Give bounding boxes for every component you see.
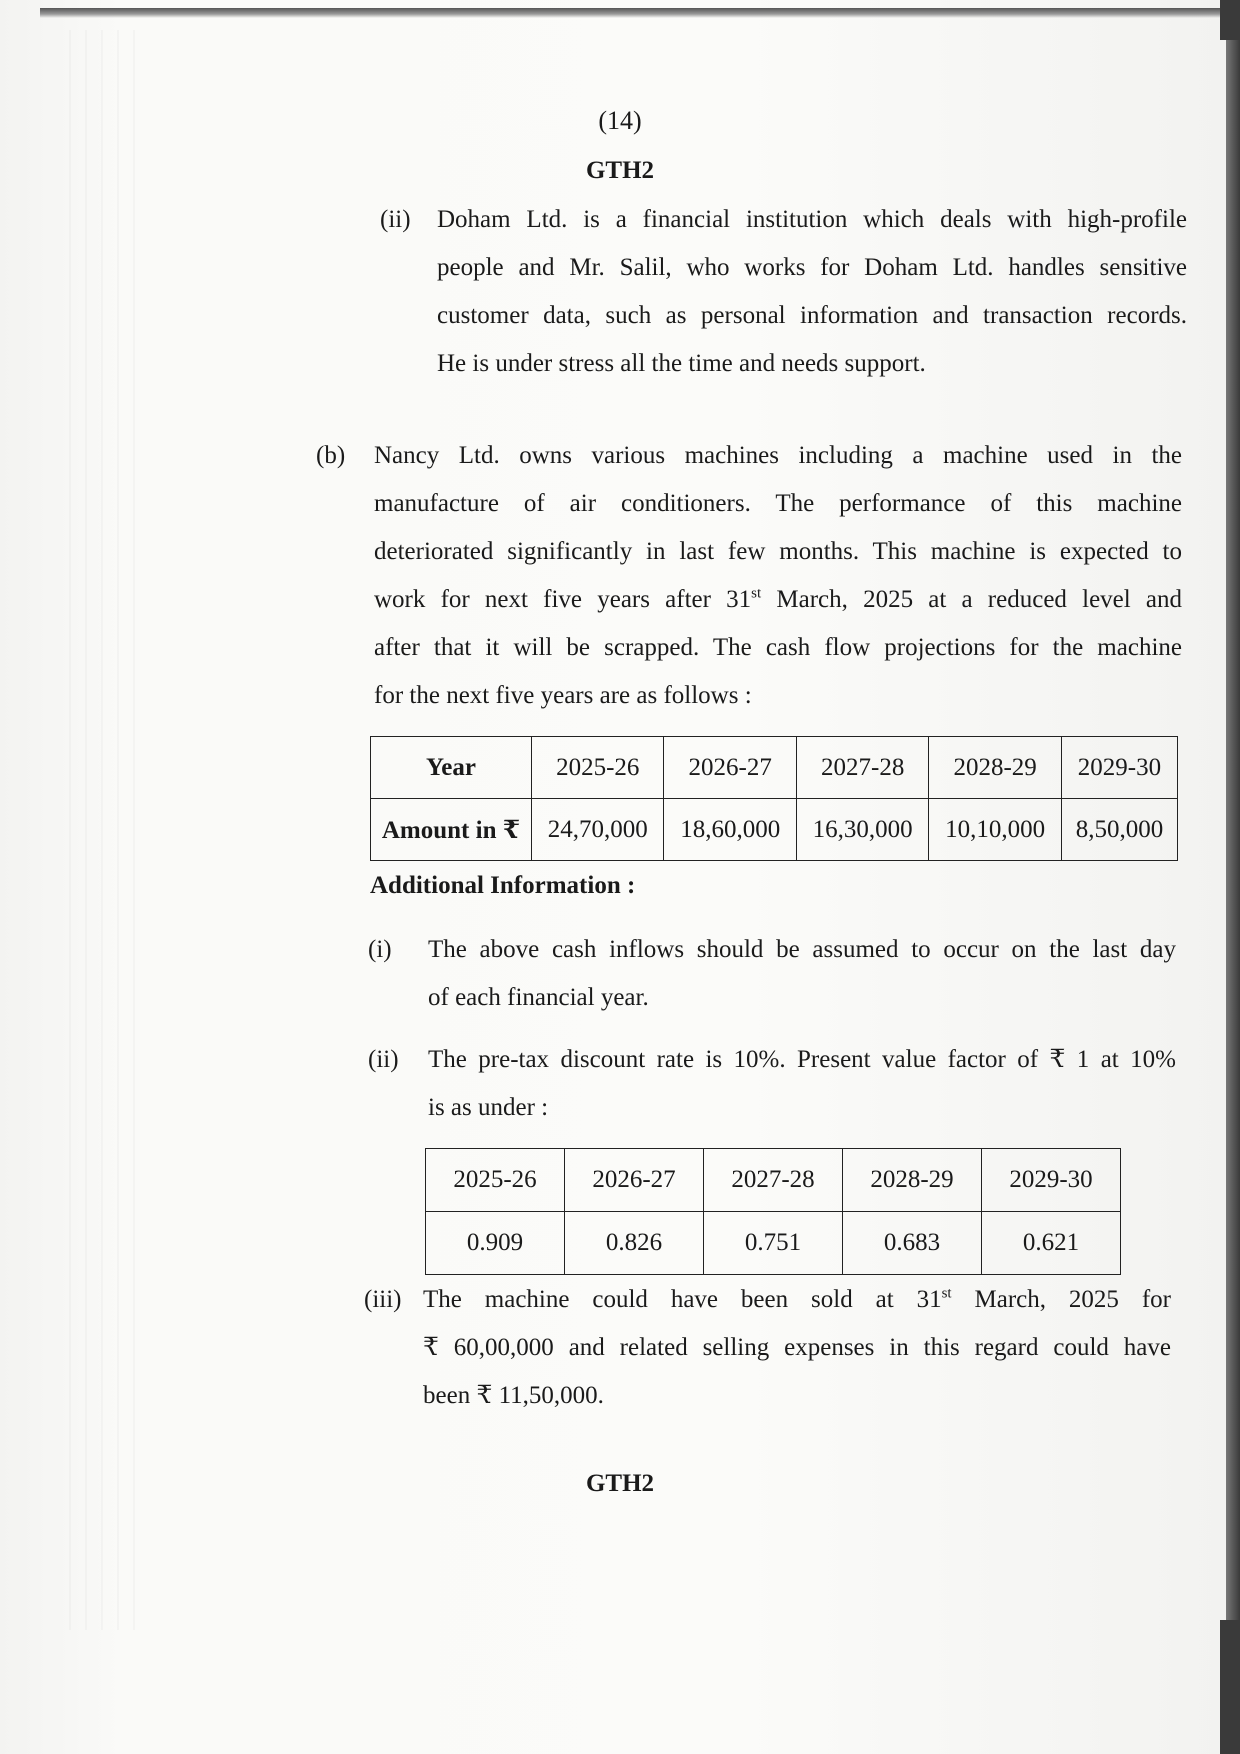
- pv-factor-table: [425, 1148, 1121, 1275]
- cash-flow-table: [370, 736, 1178, 861]
- part-ii-line-3: customer data, such as personal information and transaction records.: [437, 302, 1187, 329]
- page-number: (14): [598, 106, 642, 135]
- cash-flow-header-row: [371, 737, 1178, 799]
- info-iii-line-3: been ₹ 11,50,000.: [423, 1382, 604, 1409]
- part-ii-text: [437, 196, 1187, 388]
- info-iii-line-1b: March, 2025 for: [951, 1286, 1171, 1313]
- year-cell: 2026-27: [664, 737, 796, 799]
- amount-cell: 24,70,000: [532, 799, 664, 861]
- pv-factor-cell: 0.621: [982, 1212, 1121, 1275]
- year-cell: 2029-30: [1061, 737, 1177, 799]
- part-b-text: [374, 432, 1182, 720]
- pv-year-cell: 2027-28: [704, 1149, 843, 1212]
- info-iii-line-1: [423, 1276, 1171, 1324]
- paper-code-bottom: GTH2: [585, 1470, 655, 1497]
- info-i-text: [428, 926, 1176, 1022]
- pv-year-cell: 2025-26: [426, 1149, 565, 1212]
- info-iii-line-2: ₹ 60,00,000 and related selling expenses in this regard could have: [423, 1334, 1171, 1361]
- part-b-sup: st: [751, 585, 762, 602]
- part-b-line-5: after that it will be scrapped. The cash flow projections for the machine: [374, 634, 1182, 661]
- info-iii-text: [423, 1276, 1171, 1420]
- info-ii-line-1: The pre-tax discount rate is 10%. Present value factor of ₹ 1 at 10%: [428, 1046, 1176, 1073]
- part-b-line-3: deteriorated significantly in last few months. This machine is expected to: [374, 538, 1182, 565]
- cash-flow-amount-row: [371, 799, 1178, 861]
- additional-info-heading: Additional Information :: [370, 872, 636, 899]
- pv-year-cell: 2026-27: [565, 1149, 704, 1212]
- info-i-line-1: The above cash inflows should be assumed to occur on the last day: [428, 936, 1176, 963]
- info-ii-text: [428, 1036, 1176, 1132]
- amount-cell: 18,60,000: [664, 799, 796, 861]
- part-b-line-4: [374, 576, 1182, 624]
- part-b-label: (b): [316, 442, 346, 469]
- pv-factor-row: [426, 1212, 1121, 1275]
- year-header: Year: [371, 737, 532, 799]
- amount-cell: 16,30,000: [796, 799, 928, 861]
- year-cell: 2027-28: [796, 737, 928, 799]
- scan-right-edge-bottom: [1220, 1620, 1240, 1754]
- pv-year-cell: 2029-30: [982, 1149, 1121, 1212]
- info-i-label: (i): [368, 936, 392, 963]
- amount-header: Amount in ₹: [371, 799, 532, 861]
- pv-factor-cell: 0.826: [565, 1212, 704, 1275]
- binding-shadow: [55, 30, 135, 1630]
- pv-year-row: [426, 1149, 1121, 1212]
- part-b-line-4b: March, 2025 at a reduced level and: [761, 586, 1182, 613]
- year-cell: 2028-29: [929, 737, 1061, 799]
- pv-factor-cell: 0.909: [426, 1212, 565, 1275]
- part-ii-line-2: people and Mr. Salil, who works for Doham Ltd. handles sensitive: [437, 254, 1187, 281]
- paper-code-top: GTH2: [585, 157, 655, 184]
- scan-top-edge: [40, 8, 1240, 18]
- pv-factor-cell: 0.683: [843, 1212, 982, 1275]
- amount-cell: 8,50,000: [1061, 799, 1177, 861]
- info-i-line-2: of each financial year.: [428, 984, 649, 1011]
- scan-right-edge-top: [1220, 0, 1240, 40]
- part-b-line-2: manufacture of air conditioners. The performance of this machine: [374, 490, 1182, 517]
- info-ii-label: (ii): [368, 1046, 399, 1073]
- amount-cell: 10,10,000: [929, 799, 1061, 861]
- part-ii-line-4: He is under stress all the time and needs support.: [437, 350, 926, 377]
- info-iii-sup: st: [941, 1285, 952, 1302]
- info-ii-line-2: is as under :: [428, 1094, 549, 1121]
- pv-year-cell: 2028-29: [843, 1149, 982, 1212]
- part-b-line-4a: work for next five years after 31: [374, 586, 752, 613]
- info-iii-line-1a: The machine could have been sold at 31: [423, 1286, 942, 1313]
- info-iii-label: (iii): [364, 1286, 402, 1313]
- part-b-line-6: for the next five years are as follows :: [374, 682, 752, 709]
- part-ii-label: (ii): [380, 206, 411, 233]
- year-cell: 2025-26: [532, 737, 664, 799]
- part-ii-line-1: Doham Ltd. is a financial institution which deals with high-profile: [437, 206, 1187, 233]
- part-b-line-1: Nancy Ltd. owns various machines including a machine used in the: [374, 442, 1182, 469]
- pv-factor-cell: 0.751: [704, 1212, 843, 1275]
